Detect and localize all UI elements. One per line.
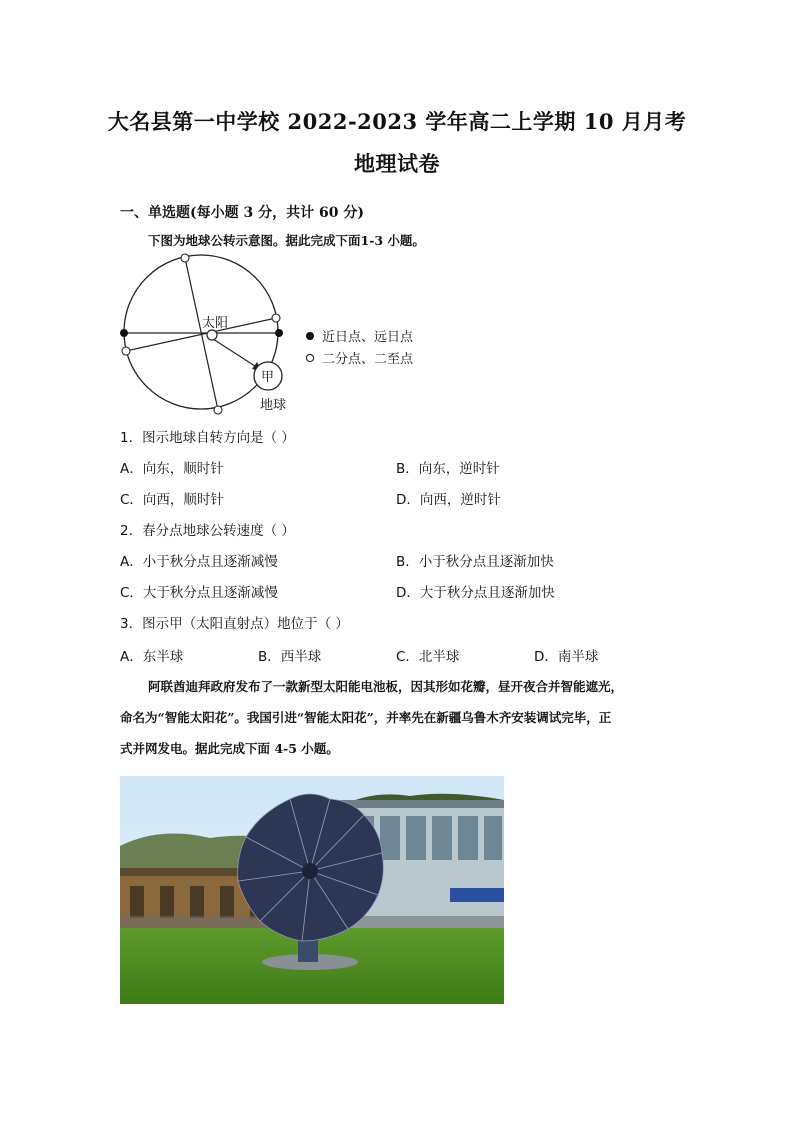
sun-label: 太阳: [202, 316, 229, 331]
legend-open-label: 二分点、二至点: [322, 352, 414, 367]
passage-line-1: 阿联酋迪拜政府发布了一款新型太阳能电池板，因其形如花瓣，昼开夜合并智能遮光，: [148, 679, 624, 694]
earth-orbit-diagram: [110, 250, 440, 420]
question-1-stem: 1．图示地球自转方向是（ ）: [120, 430, 295, 446]
equinox-axis-line: [126, 318, 276, 351]
question-3-option-c[interactable]: C．北半球: [396, 649, 460, 665]
question-3-option-d[interactable]: D．南半球: [534, 649, 599, 665]
passage-line-3: 式并网发电。据此完成下面 4-5 小题。: [120, 741, 339, 756]
perihelion-aphelion-point: [120, 329, 128, 337]
exam-subtitle: 地理试卷: [354, 151, 440, 176]
jia-label: 甲: [261, 370, 275, 385]
equinox-solstice-point: [214, 406, 222, 414]
question-2-stem: 2．春分点地球公转速度（ ）: [120, 523, 295, 539]
equinox-solstice-point: [272, 314, 280, 322]
passage-line-2: 命名为“智能太阳花”。我国引进“智能太阳花”，并率先在新疆乌鲁木齐安装调试完毕，正: [120, 710, 612, 725]
question-1-option-a[interactable]: A．向东，顺时针: [120, 461, 224, 477]
question-2-option-b[interactable]: B．小于秋分点且逐渐加快: [396, 554, 554, 570]
sun-icon: [207, 330, 217, 340]
legend-filled-dot: [306, 332, 314, 340]
equinox-solstice-point: [122, 347, 130, 355]
earth-label: 地球: [260, 398, 287, 413]
question-1-option-c[interactable]: C．向西，顺时针: [120, 492, 224, 508]
sun-to-earth-arrow: [213, 339, 258, 368]
intro-1-3: 下图为地球公转示意图。据此完成下面1-3 小题。: [148, 233, 425, 248]
exam-title: 大名县第一中学校 2022-2023 学年高二上学期 10 月月考: [107, 109, 687, 134]
perihelion-aphelion-point: [275, 329, 283, 337]
question-2-option-d[interactable]: D．大于秋分点且逐渐加快: [396, 585, 555, 601]
legend-open-dot: [306, 354, 313, 361]
legend-filled-label: 近日点、远日点: [322, 330, 414, 345]
question-3-option-b[interactable]: B．西半球: [258, 649, 322, 665]
question-3-option-a[interactable]: A．东半球: [120, 649, 184, 665]
section-heading: 一、单选题(每小题 3 分，共计 60 分): [120, 205, 364, 221]
question-3-stem: 3．图示甲（太阳直射点）地位于（ ）: [120, 616, 349, 632]
question-2-option-a[interactable]: A．小于秋分点且逐渐减慢: [120, 554, 278, 570]
question-1-option-d[interactable]: D．向西，逆时针: [396, 492, 501, 508]
question-2-option-c[interactable]: C．大于秋分点且逐渐减慢: [120, 585, 278, 601]
question-1-option-b[interactable]: B．向东，逆时针: [396, 461, 500, 477]
smart-solar-flower-photo: [120, 776, 504, 1004]
equinox-solstice-point: [181, 254, 189, 262]
